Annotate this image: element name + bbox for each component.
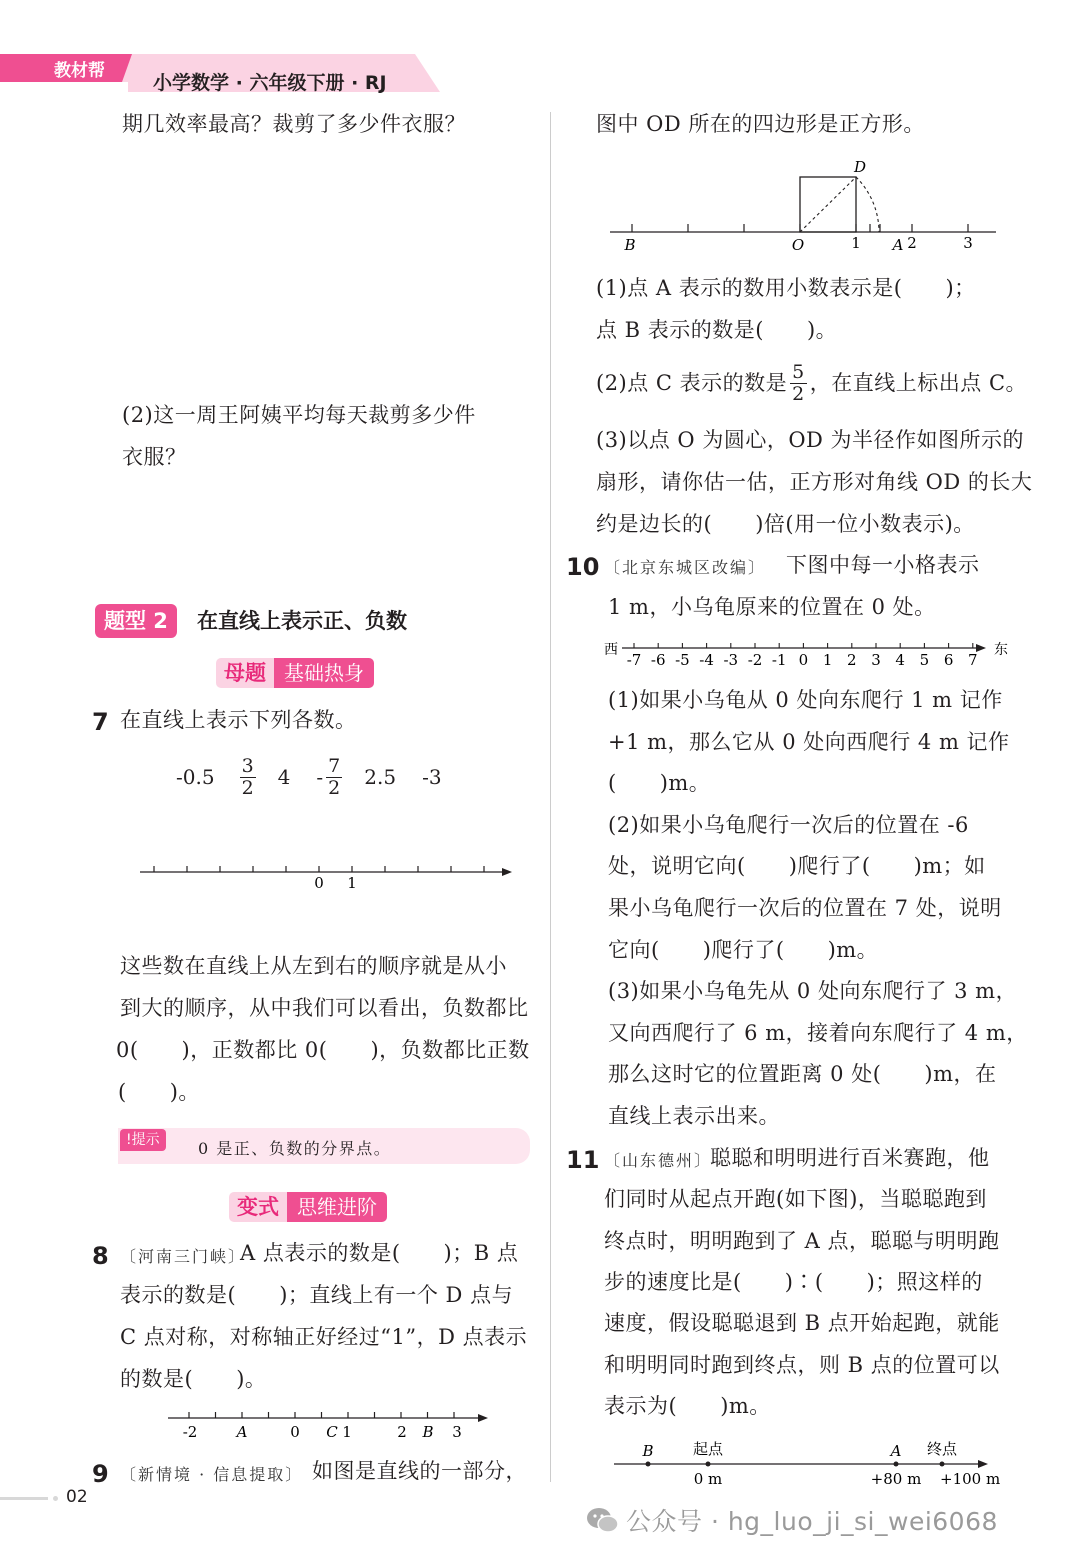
section-tag: 题型 2 xyxy=(95,604,177,638)
q10-number-line xyxy=(600,638,1016,672)
q9-continue: 图中 OD 所在的四边形是正方形。 xyxy=(596,112,925,136)
q10-line-9: 又向西爬行了 6 m，接着向东爬行了 4 m， xyxy=(608,1020,1028,1045)
q11-number: 11 xyxy=(566,1146,600,1174)
frac-den: 2 xyxy=(241,776,254,799)
q7-para-4: ( )。 xyxy=(118,1080,200,1104)
q11-line-2: 们同时从起点开跑(如下图)，当聪聪跑到 xyxy=(604,1187,987,1212)
q11-line-7: 表示为( )m。 xyxy=(604,1393,771,1418)
q11-line-1: 聪聪和明明进行百米赛跑，他 xyxy=(710,1146,990,1170)
q7-num-b: 4 xyxy=(277,765,291,789)
q7-axis-label-1: 1 xyxy=(347,874,357,892)
q8-line-2: 表示的数是( )；直线上有一个 D 点与 xyxy=(120,1283,514,1307)
q10-tick-label-5: -2 xyxy=(747,651,763,669)
q9-number: 9 xyxy=(92,1460,109,1488)
q8-label-neg2: -2 xyxy=(182,1423,198,1441)
variant-sub: 思维进阶 xyxy=(287,1192,387,1222)
q10-west: 西 xyxy=(604,642,618,658)
q8-source: 〔河南三门峡〕 xyxy=(120,1247,247,1266)
q11-point-end xyxy=(940,1462,945,1467)
q7-para-2: 到大的顺序，从中我们可以看出，负数都比 xyxy=(120,996,529,1020)
mother-heading xyxy=(216,658,374,688)
column-divider xyxy=(550,112,551,1482)
q8-label-2: 2 xyxy=(397,1423,407,1441)
q7-num-a: -0.5 xyxy=(176,765,215,789)
q8-label-3: 3 xyxy=(452,1423,462,1441)
tip-box xyxy=(118,1128,530,1164)
q11-value-100: +100 m xyxy=(940,1470,1000,1488)
q10-tick-label-9: 2 xyxy=(847,651,857,669)
q10-tick-label-14: 7 xyxy=(968,651,978,669)
q10-tick-label-8: 1 xyxy=(822,651,833,669)
q10-tick-label-11: 4 xyxy=(895,651,905,669)
q10-line-10: 那么这时它的位置距离 0 处( )m，在 xyxy=(608,1062,997,1087)
variant-label: 变式 xyxy=(229,1192,287,1222)
q10-line-4: (2)如果小乌龟爬行一次后的位置在 -6 xyxy=(608,812,969,837)
footer-dot xyxy=(53,1496,58,1501)
q9-part2-a: (2)点 C 表示的数是 xyxy=(596,370,788,395)
mother-label: 母题 xyxy=(216,658,274,688)
q9-label-D: D xyxy=(853,158,867,176)
tip-tag xyxy=(120,1129,166,1151)
q11-line-6: 和明明同时跑到终点，则 B 点的位置可以 xyxy=(604,1352,1000,1377)
q11-line-3: 终点时，明明跑到了 A 点，聪聪与明明跑 xyxy=(604,1228,1000,1253)
q7-frac-7-2 xyxy=(326,756,342,799)
q8-label-B: B xyxy=(422,1423,434,1441)
header-banner xyxy=(0,48,440,98)
q9-text: 如图是直线的一部分， xyxy=(312,1459,527,1483)
q10-tick-label-3: -4 xyxy=(699,651,714,669)
q9-part2 xyxy=(596,362,1027,405)
question-tail: 期几效率最高？裁剪了多少件衣服？ xyxy=(122,112,466,136)
q7-num-c: 2.5 xyxy=(364,765,397,789)
q9-diagonal-OD xyxy=(800,177,856,232)
q8-label-A: A xyxy=(236,1423,248,1441)
q8-line-3: C 点对称，对称轴正好经过“1”，D 点表示 xyxy=(120,1325,528,1349)
q9-label-A: A xyxy=(892,236,904,254)
q10-line-5: 处，说明它向( )爬行了( )m；如 xyxy=(608,854,986,879)
q10-tick-label-6: -1 xyxy=(771,651,787,669)
section-title: 在直线上表示正、负数 xyxy=(197,609,407,633)
q11-value-0: 0 m xyxy=(693,1470,723,1488)
q9-part1-a: (1)点 A 表示的数用小数表示是( )； xyxy=(596,276,976,300)
q11-source: 〔山东德州〕 xyxy=(604,1151,713,1170)
q7-frac-3-2 xyxy=(240,756,256,799)
q11-point-A xyxy=(894,1462,899,1467)
q11-value-80: +80 m xyxy=(870,1470,922,1488)
q2-line2: 衣服？ xyxy=(122,445,187,469)
q9-label-1: 1 xyxy=(851,234,861,252)
q8-label-1: 1 xyxy=(342,1423,352,1441)
q11-line-5: 速度，假设聪聪退到 B 点开始起跑，就能 xyxy=(604,1311,1000,1336)
q10-tick-label-2: -5 xyxy=(675,651,690,669)
q9-label-3: 3 xyxy=(963,234,973,252)
variant-heading xyxy=(229,1192,387,1222)
q8-line-4: 的数是( )。 xyxy=(120,1367,267,1391)
wechat-icon xyxy=(586,1506,620,1534)
q8-label-C: C xyxy=(326,1423,338,1441)
q10-tick-label-4: -3 xyxy=(723,651,739,669)
watermark-text: 公众号 · hg_luo_ji_si_wei6068 xyxy=(626,1507,998,1536)
q9-frac-5-2 xyxy=(790,362,807,405)
q9-part3-c: 约是边长的( )倍(用一位小数表示)。 xyxy=(596,512,975,536)
q9-part2-b: ，在直线上标出点 C。 xyxy=(809,370,1028,395)
q2-line1: (2)这一周王阿姨平均每天裁剪多少件 xyxy=(122,403,476,427)
q10-tick-label-13: 6 xyxy=(943,651,954,669)
q10-line-1: (1)如果小乌龟从 0 处向东爬行 1 m 记作 xyxy=(608,688,1003,712)
mother-sub: 基础热身 xyxy=(274,658,374,688)
q9-arc xyxy=(856,177,879,232)
frac-den: 2 xyxy=(328,776,341,799)
frac-num: 5 xyxy=(792,361,805,383)
q8-ticks xyxy=(164,1412,454,1418)
q7-axis-label-0: 0 xyxy=(314,874,324,892)
q10-line-3: ( )m。 xyxy=(608,771,711,796)
q7-para-1: 这些数在直线上从左到右的顺序就是从小 xyxy=(120,954,507,978)
q9-label-B: B xyxy=(624,236,636,254)
q10-line-11: 直线上表示出来。 xyxy=(608,1104,780,1128)
q9-part3-b: 扇形，请你估一估，正方形对角线 OD 的长大 xyxy=(596,470,1033,494)
q9-part1-b: 点 B 表示的数是( )。 xyxy=(596,318,838,342)
q10-line-7: 它向( )爬行了( )m。 xyxy=(608,937,879,962)
q11-label-start: 起点 xyxy=(692,1440,724,1458)
frac-num: 7 xyxy=(328,754,341,777)
q11-line-4: 步的速度比是( )∶( )；照这样的 xyxy=(604,1269,983,1294)
q9-label-2: 2 xyxy=(907,234,917,252)
q10-line-2: +1 m，那么它从 0 处向西爬行 4 m 记作 xyxy=(608,729,1010,754)
q7-number-line xyxy=(136,858,520,894)
q8-label-0: 0 xyxy=(290,1423,300,1441)
q9-source: 〔新情境 · 信息提取〕 xyxy=(120,1465,304,1484)
brand-label: 教材帮 xyxy=(54,61,105,81)
q11-label-B: B xyxy=(642,1442,654,1460)
q7-num-d: -3 xyxy=(422,765,442,789)
tip-text: 0 是正、负数的分界点。 xyxy=(198,1139,392,1158)
q10-tick-label-10: 3 xyxy=(871,651,881,669)
frac-den: 2 xyxy=(792,383,805,405)
q10-tick-label-12: 5 xyxy=(919,651,930,669)
q7-number-list xyxy=(176,752,442,802)
q10-line-2: 1 m，小乌龟原来的位置在 0 处。 xyxy=(608,595,936,619)
q10-line-1: 下图中每一小格表示 xyxy=(786,553,980,577)
page-number: 02 xyxy=(66,1487,88,1507)
q7-ticks xyxy=(154,866,484,872)
q10-tick-label-0: -7 xyxy=(626,651,642,669)
q11-point-B xyxy=(646,1462,651,1467)
q11-diagram xyxy=(610,1436,1000,1492)
q8-line-1: A 点表示的数是( )；B 点 xyxy=(240,1241,519,1265)
q11-label-A: A xyxy=(890,1442,902,1460)
q10-line-6: 果小乌龟爬行一次后的位置在 7 处，说明 xyxy=(608,896,1002,920)
q10-line-8: (3)如果小乌龟先从 0 处向东爬行了 3 m， xyxy=(608,979,1018,1004)
watermark xyxy=(586,1502,998,1538)
q9-part3-a: (3)以点 O 为圆心，OD 为半径作如图所示的 xyxy=(596,428,1025,452)
tip-tag-label: 提示 xyxy=(131,1132,160,1148)
q9-diagram xyxy=(606,156,1000,256)
q11-point-start xyxy=(706,1462,711,1467)
q10-tick-label-7: 0 xyxy=(798,651,809,669)
q10-source: 〔北京东城区改编〕 xyxy=(604,558,767,577)
tip-icon: ! xyxy=(126,1132,132,1148)
book-title: 小学数学 · 六年级下册 · RJ xyxy=(153,72,387,94)
q7-text: 在直线上表示下列各数。 xyxy=(120,708,357,732)
q8-number: 8 xyxy=(92,1242,109,1270)
q10-ticks xyxy=(627,643,978,669)
q10-number: 10 xyxy=(566,553,600,581)
q9-label-O: O xyxy=(791,236,805,254)
q11-label-end: 终点 xyxy=(926,1440,958,1458)
q7-neg-sign: - xyxy=(316,765,324,789)
q10-tick-label-1: -6 xyxy=(650,651,666,669)
footer-rule xyxy=(0,1497,48,1500)
q8-number-line xyxy=(164,1404,494,1444)
q7-number: 7 xyxy=(92,708,109,736)
q10-east: 东 xyxy=(994,642,1008,658)
frac-num: 3 xyxy=(241,754,254,777)
q7-para-3: 0( )，正数都比 0( )，负数都比正数 xyxy=(116,1038,530,1062)
